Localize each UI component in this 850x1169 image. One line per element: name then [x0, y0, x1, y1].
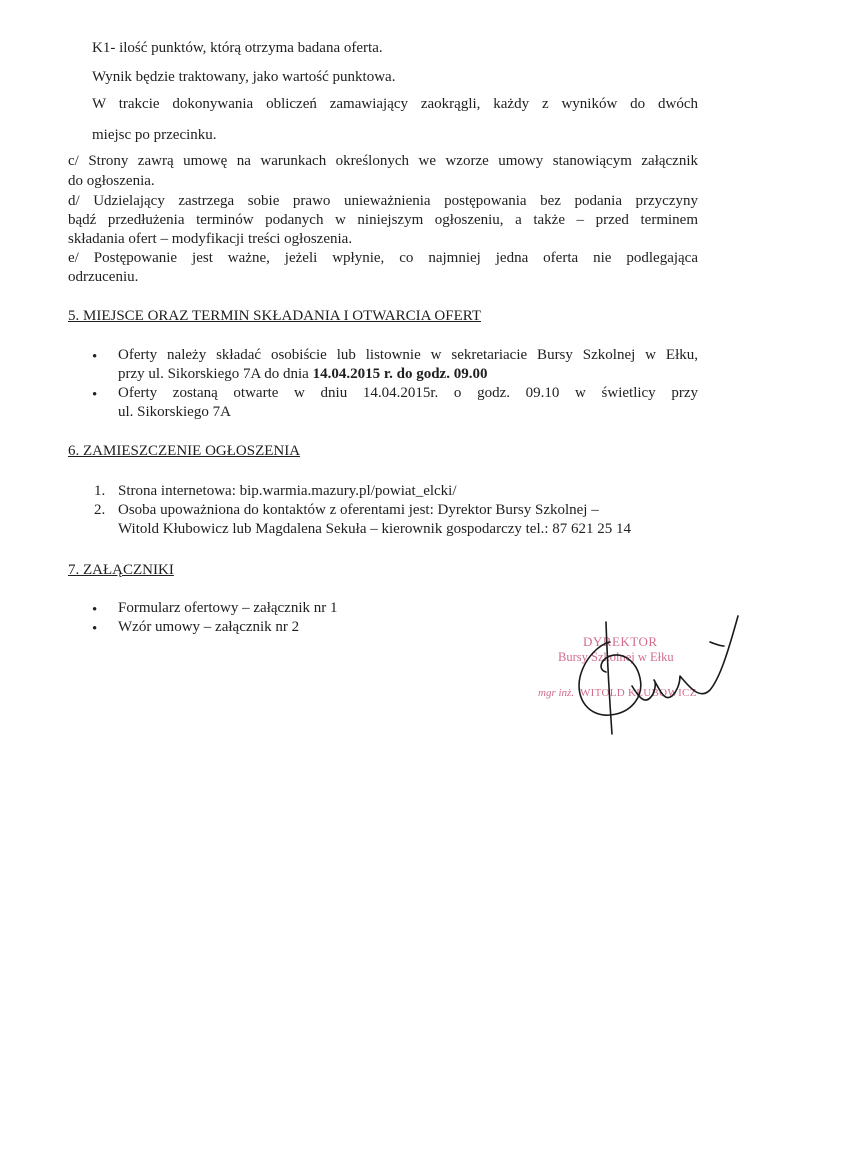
rounding-note-line2: miejsc po przecinku. — [92, 127, 217, 143]
section-5-item1-line1: Oferty należy składać osobiście lub listownie w sekretariacie Bursy Szkolnej w Ełku, — [118, 347, 698, 363]
attachment-item-2: Wzór umowy – załącznik nr 2 — [118, 619, 300, 635]
clause-e-line1: e/ Postępowanie jest ważne, jeżeli wpłynie, co najmniej jedna oferta nie podlegająca — [68, 250, 698, 266]
attachment-item-1: Formularz ofertowy – załącznik nr 1 — [118, 600, 338, 616]
section-6-heading: 6. ZAMIESZCZENIE OGŁOSZENIA — [68, 443, 301, 459]
clause-d-line3: składania ofert – modyfikacji treści ogłoszenia. — [68, 231, 353, 247]
section-6-item2-line2: Witold Kłubowicz lub Magdalena Sekuła – kierownik gospodarczy tel.: 87 621 25 14 — [118, 521, 632, 537]
list-number: 2. — [94, 502, 106, 518]
clause-d-line2: bądź przedłużenia terminów podanych w niniejszym ogłoszeniu, a także – przed terminem — [68, 212, 698, 228]
section-6-item2-line1: Osoba upoważniona do kontaktów z oferentami jest: Dyrektor Bursy Szkolnej – — [118, 502, 599, 518]
bullet-icon: • — [92, 349, 98, 365]
bullet-icon: • — [92, 602, 98, 618]
stamp-title: DYREKTOR — [583, 634, 658, 649]
deadline-date: 14.04.2015 r. do godz. 09.00 — [312, 366, 488, 382]
section-6-item1: Strona internetowa: bip.warmia.mazury.pl/powiat_elcki/ — [118, 483, 457, 499]
deadline-prefix: przy ul. Sikorskiego 7A do dnia — [118, 366, 313, 382]
bullet-icon: • — [92, 387, 98, 403]
rounding-note-line1: W trakcie dokonywania obliczeń zamawiający zaokrągli, każdy z wyników do dwóch — [92, 96, 698, 112]
section-7-heading: 7. ZAŁĄCZNIKI — [68, 562, 174, 578]
k1-definition: K1- ilość punktów, którą otrzyma badana oferta. — [92, 40, 383, 56]
stamp-name: WITOLD KŁUBOWICZ — [580, 687, 697, 699]
section-5-item2-line1: Oferty zostaną otwarte w dniu 14.04.2015r. o godz. 09.10 w świetlicy przy — [118, 385, 698, 401]
section-5-item1-line2 — [118, 365, 487, 383]
clause-d-line1: d/ Udzielający zastrzega sobie prawo unieważnienia postępowania bez podania przyczyny — [68, 193, 698, 209]
section-5-item2-line2: ul. Sikorskiego 7A — [118, 404, 231, 420]
clause-e-line2: odrzuceniu. — [68, 269, 139, 285]
clause-c-line2: do ogłoszenia. — [68, 173, 155, 189]
score-note: Wynik będzie traktowany, jako wartość punktowa. — [92, 69, 396, 85]
stamp-institution: Bursy Szkolnej w Ełku — [558, 650, 674, 664]
clause-c-line1: c/ Strony zawrą umowę na warunkach określonych we wzorze umowy stanowiącym załącznik — [68, 153, 698, 169]
list-number: 1. — [94, 483, 106, 499]
stamp-prefix: mgr inż. — [538, 687, 575, 699]
handwritten-signature — [540, 612, 750, 742]
section-5-heading: 5. MIEJSCE ORAZ TERMIN SKŁADANIA I OTWARCIA OFERT — [68, 308, 481, 324]
bullet-icon: • — [92, 621, 98, 637]
